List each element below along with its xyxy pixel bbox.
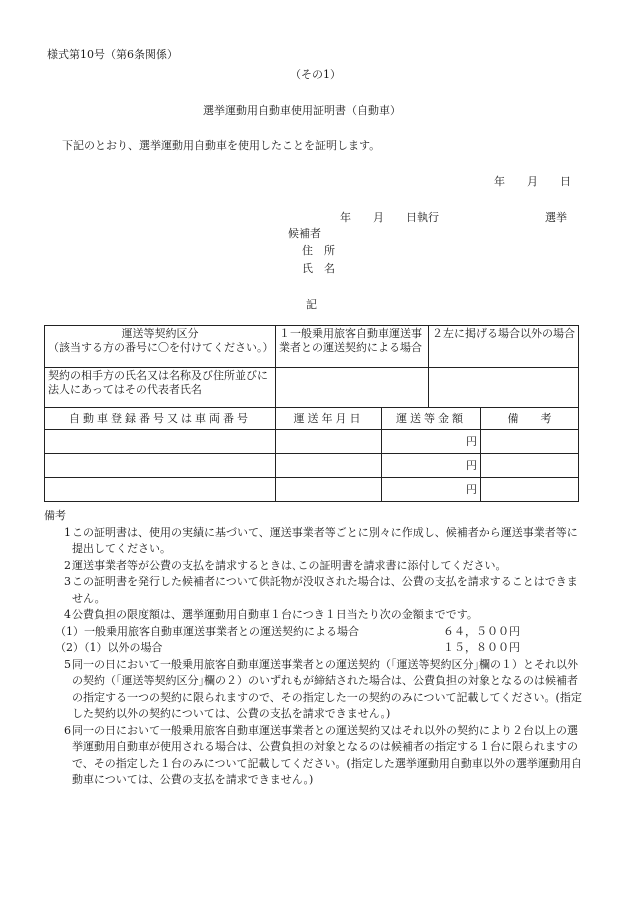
table-row [45, 454, 579, 478]
form-part: （その1） [290, 68, 341, 81]
date-cell[interactable] [276, 478, 382, 502]
candidate-label: 候補者 [288, 227, 321, 240]
amount-header: 運送等金額 [382, 408, 481, 430]
note-item: 1 この証明書は、使用の実績に基づいて、運送事業者等ごとに別々に作成し、候補者から運送事業者等に提出してください。 [64, 525, 578, 555]
certificate-table [44, 325, 579, 502]
yen-unit: 円 [466, 482, 477, 496]
registration-cell[interactable] [45, 478, 276, 502]
note-item: 6 同一の日において一般乗用旅客自動車運送事業者との運送契約又はそれ以外の契約により２台以上の選挙運動用自動車が使用される場合は、公費負担の対象となるのは候補者の指定する１台に限られますので、その指定した１台のみについて記載してください。(指定した選挙運動用自動車以外の選挙運動用自動車については、公費の支払を請求できません。) [64, 723, 582, 786]
notes-heading: 備考 [44, 509, 66, 522]
note-item: 4 公費負担の限度額は、選挙運動用自動車１台につき１日当たり次の金額までです。 [64, 608, 478, 621]
contract-option-2[interactable]: ２左に掲げる場合以外の場合 [429, 326, 579, 368]
remarks-cell[interactable] [481, 478, 579, 502]
counterparty-label: 契約の相手方の氏名又は名称及び住所並びに法人にあってはその代表者氏名 [45, 368, 276, 408]
date-cell[interactable] [276, 454, 382, 478]
table-row [45, 430, 579, 454]
contract-option-1[interactable]: １一般乗用旅客自動車運送事業者との運送契約による場合 [276, 326, 429, 368]
election-date: 年 月 日執行 [340, 211, 439, 224]
amount-cell[interactable] [382, 430, 481, 454]
remarks-cell[interactable] [481, 430, 579, 454]
counterparty-field-2[interactable] [429, 368, 579, 408]
note-item: 3 この証明書を発行した候補者について供託物が没収された場合は、公費の支払を請求することはできません。 [64, 575, 578, 605]
issue-date: 年 月 日 [494, 175, 571, 188]
name-label: 氏 名 [302, 262, 335, 275]
yen-unit: 円 [466, 434, 477, 448]
document-title: 選挙運動用自動車使用証明書（自動車） [203, 104, 401, 117]
remarks-header: 備 考 [481, 408, 579, 430]
amount-cell[interactable] [382, 478, 481, 502]
remarks-cell[interactable] [481, 454, 579, 478]
contract-type-note: （該当する方の番号に〇を付けてください。） [48, 341, 274, 354]
counterparty-field-1[interactable] [276, 368, 429, 408]
form-number: 様式第10号（第6条関係） [47, 48, 178, 61]
election-label: 選挙 [545, 211, 567, 224]
intro-text: 下記のとおり、選挙運動用自動車を使用したことを証明します。 [62, 139, 381, 152]
note-item: 2 運送事業者等が公費の支払を請求するときは､この証明書を請求書に添付してください。 [64, 558, 507, 572]
ki-mark: 記 [306, 298, 317, 311]
amount-cell[interactable] [382, 454, 481, 478]
yen-unit: 円 [466, 458, 477, 472]
contract-type-cell [45, 326, 276, 368]
notes-section [44, 508, 587, 789]
address-label: 住 所 [302, 244, 335, 257]
date-header: 運送年月日 [276, 408, 382, 430]
note-item: 5 同一の日において一般乗用旅客自動車運送事業者との運送契約（｢運送等契約区分｣欄の１）とそれ以外の契約（｢運送等契約区分｣欄の２）のいずれもが締結された場合は、公費負担の対象となるのは候補者の指定する一つの契約に限られますので、その指定した一の契約のみについて記載してください。(指定した契約以外の契約については、公費の支払を請求できません。) [64, 657, 582, 720]
registration-header: 自動車登録番号又は車両番号 [45, 408, 276, 430]
registration-cell[interactable] [45, 454, 276, 478]
contract-type-label: 運送等契約区分 [121, 327, 199, 340]
limit-row: （2）（1）以外の場合 １５，８００円 [55, 641, 520, 654]
registration-cell[interactable] [45, 430, 276, 454]
table-row [45, 478, 579, 502]
date-cell[interactable] [276, 430, 382, 454]
limit-row: （1）一般乗用旅客自動車運送事業者との運送契約による場合 ６４，５００円 [55, 624, 520, 638]
